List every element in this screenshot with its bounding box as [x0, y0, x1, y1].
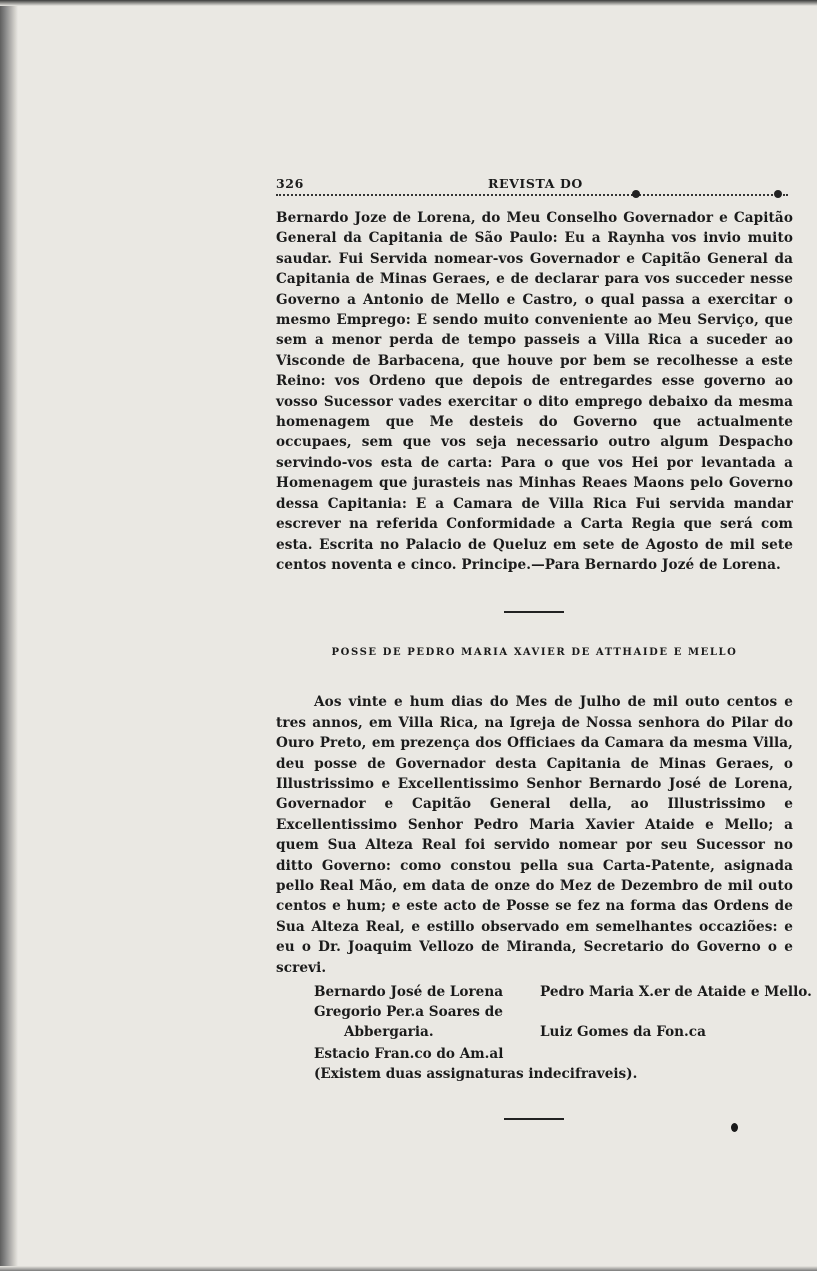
section-divider: [504, 611, 564, 613]
signature-gregorio-cont: Abbergaria.: [344, 1024, 434, 1040]
running-head: [276, 170, 793, 192]
ornament-dot: [632, 190, 640, 198]
signature-fonseca: Luiz Gomes da Fon.ca: [540, 1024, 706, 1040]
signature-lorena: Bernardo José de Lorena: [314, 984, 504, 1000]
signatures-block: [276, 982, 812, 1114]
page-content: [276, 170, 812, 1120]
scan-edge-bottom: [0, 1266, 817, 1271]
ornament-dot: [774, 190, 782, 198]
posse-record-paragraph: Aos vinte e hum dias do Mes de Julho de mil outo centos e tres annos, em Villa Rica, na Igreja de Nossa senhora do Pilar do Ouro Preto, em prezença dos Officiaes da Camara da mesma Villa, deu posse de Governador desta Capitania de Minas Geraes, o Illustrissimo e Excellentissimo Senhor Bernardo José de Lorena, Governador e Capitão General della, ao Illustrissimo e Excellentissimo Senhor Pedro Maria Xavier Ataide e Mello; a quem Sua Alteza Real foi servido nomear por seu Sucessor no ditto Governo: como constou pella sua Carta-Patente, asignada pello Real Mão, em data de onze do Mez de Dezembro de mil outo centos e hum; e este acto de Posse se fez na forma das Ordens de Sua Alteza Real, e estillo observado em semelhantes occaziões: e eu o Dr. Joaquim Vellozo de Miranda, Secretario do Governo o e screvi.: [276, 694, 793, 976]
signature-estacio: Estacio Fran.co do Am.al: [314, 1046, 504, 1062]
signatures-note: (Existem duas assignaturas indecifraveis).: [314, 1066, 638, 1082]
signature-gregorio: Gregorio Per.a Soares de: [314, 1004, 503, 1020]
section-heading: POSSE DE PEDRO MARIA XAVIER DE ATTHAIDE E MELLO: [331, 647, 738, 659]
ink-spot: [731, 1123, 738, 1132]
scan-edge-top: [0, 0, 817, 6]
header-rule: [276, 194, 788, 196]
running-title: REVISTA DO: [488, 176, 583, 191]
page-number: 326: [276, 176, 304, 191]
end-divider: [504, 1118, 564, 1120]
signature-ataide: Pedro Maria X.er de Ataide e Mello.: [540, 984, 812, 1000]
royal-letter-paragraph: Bernardo Joze de Lorena, do Meu Conselho Governador e Capitão General da Capitania de São Paulo: Eu a Raynha vos invio muito saudar. Fui Servida nomear-vos Governador e Capitão General da Capitania de Minas Geraes, e de declarar para vos succeder nesse Governo a Antonio de Mello e Castro, o qual passa a exercitar o mesmo Emprego: E sendo muito conveniente ao Meu Serviço, que sem a menor perda de tempo passeis a Villa Rica a suceder ao Visconde de Barbacena, que houve por bem se recolhesse a este Reino: vos Ordeno que depois de entregardes esse governo ao vosso Sucessor vades exercitar o dito emprego debaixo da mesma homenagem que Me desteis do Governo que actualmente occupaes, sem que vos seja necessario outro algum Despacho servindo-vos esta de carta: Para o que vos Hei por levantada a Homenagem que jurasteis nas Minhas Reaes Maons pelo Governo dessa Capitania: E a Camara de Villa Rica Fui servida mandar escrever na referida Conformidade a Carta Regia que será com esta. Escrita no Palacio de Queluz em sete de Agosto de mil sete centos noventa e cinco. Principe.—Para Bernardo Jozé de Lorena.: [276, 210, 793, 573]
scan-edge-left: [0, 0, 18, 1271]
